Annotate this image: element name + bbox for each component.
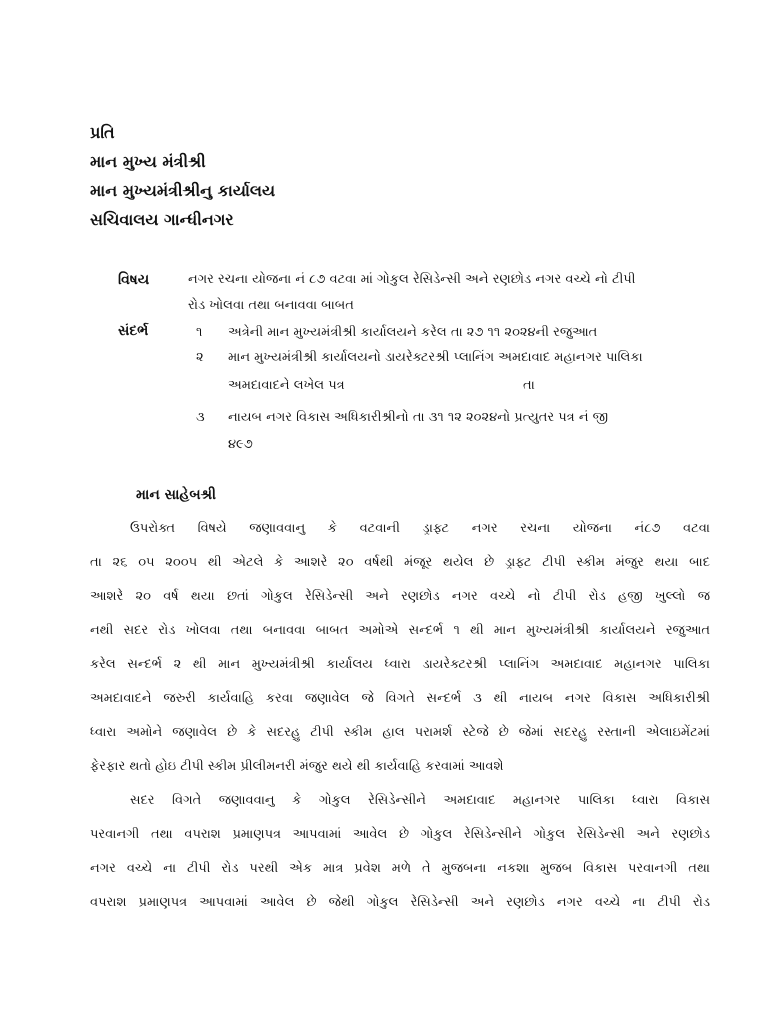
- body-line: આશરે ૨૦ વર્ષ થયા છતાં ગોકુલ રેસિડેન્સી અને રણછોડ નગર વચ્ચે નો ટીપી રોડ હજી ખુલ્લો જ: [90, 589, 710, 604]
- reference-number: ૨: [196, 350, 204, 365]
- reference-text: અમદાવાદને લખેલ પત્ર: [228, 378, 345, 393]
- subject-line: નગર રચના યોજના નં ૮૭ વટવા માં ગોકુલ રેસિડેન્સી અને રણછોડ નગર વચ્ચે નો ટીપી: [188, 272, 636, 287]
- reference-number: ૩: [196, 410, 205, 425]
- body-line: ઉપરોક્ત વિષયે જણાવવાનુ કે વટવાની ડ્રાફ્ટ નગર રચના યોજના નં૮૭ વટવા: [130, 521, 710, 536]
- recipient-address: [90, 118, 275, 234]
- address-line: સચિવાલય ગાન્ધીનગર: [90, 210, 234, 229]
- body-line: સદર વિગતે જણાવવાનુ કે ગોકુલ રેસિડેન્સીને અમદાવાદ મહાનગર પાલિકા ધ્વારા વિકાસ: [130, 793, 710, 808]
- letter-body: [90, 512, 710, 920]
- body-line: નથી સદર રોડ ખોલવા તથા બનાવવા બાબત અમોએ સન્દર્ભ ૧ થી માન મુખ્યમંત્રીશ્રી કાર્યાલયને રજુઆત: [90, 623, 710, 638]
- body-line: ફેરફાર થતો હોઇ ટીપી સ્કીમ પ્રીલીમનરી મંજુર થયે થી કાર્યવાહિ કરવામાં આવશે: [90, 759, 504, 774]
- reference-text: નાયબ નગર વિકાસ અધિકારીશ્રીનો તા ૩૧ ૧૨ ૨૦૨૪નો પ્રત્યુતર પત્ર નં જી: [228, 410, 609, 425]
- reference-date-suffix: તા: [523, 378, 535, 393]
- body-line: પરવાનગી તથા વપરાશ પ્રમાણપત્ર આપવામાં આવેલ છે ગોકુલ રેસિડેન્સીને ગોકુલ રેસિડેન્સી અને રણછોડ: [90, 827, 710, 842]
- body-line: કરેલ સન્દર્ભ ૨ થી માન મુખ્યમંત્રીશ્રી કાર્યાલય ધ્વારા ડાયરેક્ટરશ્રી પ્લાનિંગ અમદાવાદ મહાનગર પાલિકા: [90, 657, 710, 672]
- address-line: માન મુખ્યમંત્રીશ્રીનુ કાર્યાલય: [90, 181, 276, 200]
- subject-label: વિષય: [118, 272, 150, 288]
- reference-text: ૪૯૭: [228, 437, 253, 452]
- body-line: વપરાશ પ્રમાણપત્ર આપવામાં આવેલ છે જેથી ગોકુલ રેસિડેન્સી અને રણછોડ નગર વચ્ચે ના ટીપી રોડ: [90, 895, 710, 910]
- reference-text: અત્રેની માન મુખ્યમંત્રીશ્રી કાર્યાલયને કરેલ તા ૨૭ ૧૧ ૨૦૨૪ની રજુઆત: [228, 325, 598, 340]
- address-line: માન મુખ્ય મંત્રીશ્રી: [90, 152, 206, 171]
- body-line: અમદાવાદને જરુરી કાર્યવાહિ કરવા જણાવેલ જે વિગતે સન્દર્ભ ૩ થી નાયબ નગર વિકાસ અધિકારીશ્રી: [90, 691, 710, 706]
- subject-line: રોડ ખોલવા તથા બનાવવા બાબત: [188, 298, 354, 313]
- reference-number: ૧: [196, 325, 203, 340]
- body-line: ધ્વારા અમોને જણાવેલ છે કે સદરહુ ટીપી સ્કીમ હાલ પરામર્શ સ્ટેજે છે જેમાં સદરહુ રસ્તાની એલાઇમેંટમાં: [90, 725, 710, 740]
- reference-label: સંદર્ભ: [118, 323, 149, 339]
- body-line: નગર વચ્ચે ના ટીપી રોડ પરથી એક માત્ર પ્રવેશ મળે તે મુજબના નકશા મુજબ વિકાસ પરવાનગી તથા: [90, 861, 710, 876]
- body-line: તા ૨૬ ૦૫ ૨૦૦૫ થી એટલે કે આશરે ૨૦ વર્ષથી મંજૂર થયેલ છે ડ્રાફ્ટ ટીપી સ્કીમ મંજુર થયા બાદ: [90, 555, 710, 570]
- salutation: માન સાહેબશ્રી: [136, 487, 216, 503]
- address-line: પ્રતિ: [90, 123, 115, 142]
- reference-text: માન મુખ્યમંત્રીશ્રી કાર્યાલયનો ડાયરેક્ટરશ્રી પ્લાનિંગ અમદાવાદ મહાનગર પાલિકા: [228, 350, 643, 365]
